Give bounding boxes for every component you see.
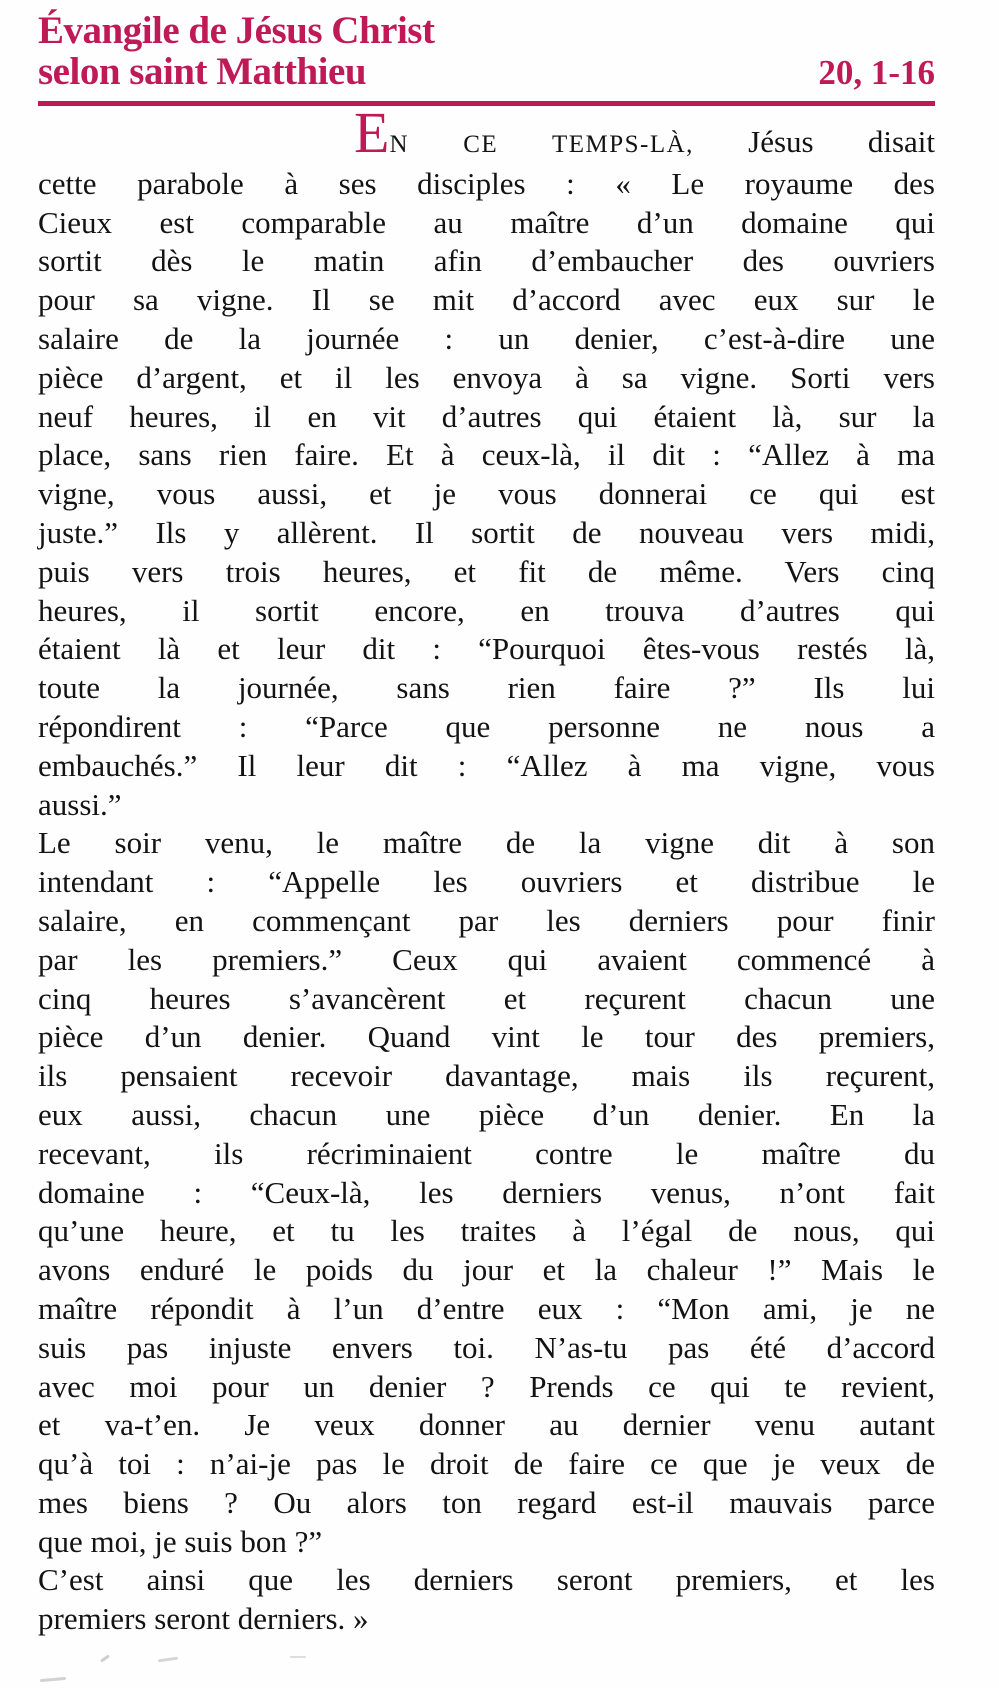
text-line: puis vers trois heures, et fit de même. Vers cinq	[38, 553, 935, 589]
text-line: aussi.”	[38, 786, 122, 822]
paragraph-1-lines	[38, 165, 935, 825]
text-line: qu’à toi : n’ai-je pas le droit de faire ce que je veux de	[38, 1446, 935, 1482]
text-line: ils pensaient recevoir davantage, mais ils reçurent,	[38, 1058, 935, 1094]
text-line: toute la journée, sans rien faire ?” Ils lui	[38, 670, 935, 706]
scan-artifact	[100, 1654, 110, 1662]
text-line: cinq heures s’avancèrent et reçurent chacun une	[38, 980, 935, 1016]
reading-title	[38, 10, 935, 92]
text-line: Cieux est comparable au maître d’un domaine qui	[38, 204, 935, 240]
gospel-paragraph-3	[38, 1561, 935, 1639]
text-line: et va-t’en. Je veux donner au dernier venu autant	[38, 1407, 935, 1443]
text-line: domaine : “Ceux-là, les derniers venus, n’ont fait	[38, 1174, 935, 1210]
text-line: qu’une heure, et tu les traites à l’égal de nous, qui	[38, 1213, 935, 1249]
text-line: avec moi pour un denier ? Prends ce qui te revient,	[38, 1368, 935, 1404]
reading-title-line2: selon saint Matthieu	[38, 50, 367, 93]
text-line: pièce d’argent, et il les envoya à sa vigne. Sorti vers	[38, 359, 935, 395]
incipit-line	[38, 100, 935, 165]
content-column	[38, 10, 935, 1639]
text-line: pour sa vigne. Il se mit d’accord avec eux sur le	[38, 282, 935, 318]
scan-artifact	[290, 1656, 306, 1658]
text-line: premiers seront derniers. »	[38, 1601, 369, 1637]
gospel-paragraph-1	[38, 100, 935, 824]
scan-artifact	[158, 1657, 178, 1663]
text-line: répondirent : “Parce que personne ne nous a	[38, 708, 935, 744]
text-line: suis pas injuste envers toi. N’as-tu pas été d’accord	[38, 1329, 935, 1365]
text-line: cette parabole à ses disciples : « Le royaume des	[38, 165, 935, 201]
text-line: par les premiers.” Ceux qui avaient commencé à	[38, 941, 935, 977]
reading-title-line1: Évangile de Jésus Christ	[38, 9, 435, 52]
text-line: sortit dès le matin afin d’embaucher des ouvriers	[38, 243, 935, 279]
incipit-smallcaps: N CE TEMPS-LÀ,	[389, 131, 694, 158]
scan-artifact	[40, 1677, 66, 1682]
text-line: heures, il sortit encore, en trouva d’autres qui	[38, 592, 935, 628]
text-line: recevant, ils récriminaient contre le maître du	[38, 1135, 935, 1171]
text-line: avons enduré le poids du jour et la chaleur !” Mais le	[38, 1252, 935, 1288]
gospel-paragraph-2	[38, 824, 935, 1561]
text-line: maître répondit à l’un d’entre eux : “Mon ami, je ne	[38, 1290, 935, 1326]
reading-header	[38, 10, 935, 92]
text-line: étaient là et leur dit : “Pourquoi êtes-vous restés là,	[38, 631, 935, 667]
text-line: salaire, en commençant par les derniers pour finir	[38, 902, 935, 938]
text-line: juste.” Ils y allèrent. Il sortit de nouveau vers midi,	[38, 514, 935, 550]
text-line: pièce d’un denier. Quand vint le tour des premiers,	[38, 1019, 935, 1055]
chapter-verse-reference: 20, 1-16	[818, 53, 935, 92]
text-line: salaire de la journée : un denier, c’est-à-dire une	[38, 320, 935, 356]
text-line: intendant : “Appelle les ouvriers et distribue le	[38, 864, 935, 900]
text-line: neuf heures, il en vit d’autres qui étaient là, sur la	[38, 398, 935, 434]
text-line: vigne, vous aussi, et je vous donnerai ce qui est	[38, 476, 935, 512]
incipit-rest: Jésus disait	[748, 124, 935, 159]
incipit-initial: E	[354, 100, 390, 165]
text-line: place, sans rien faire. Et à ceux-là, il dit : “Allez à ma	[38, 437, 935, 473]
text-line: eux aussi, chacun une pièce d’un denier. En la	[38, 1096, 935, 1132]
text-line: mes biens ? Ou alors ton regard est-il mauvais parce	[38, 1484, 935, 1520]
header-divider-rule	[38, 101, 935, 106]
paragraph-2-lines	[38, 824, 935, 1561]
text-line: embauchés.” Il leur dit : “Allez à ma vigne, vous	[38, 747, 935, 783]
gospel-body	[38, 100, 935, 1639]
paragraph-3-lines	[38, 1561, 935, 1639]
text-line: que moi, je suis bon ?”	[38, 1523, 323, 1559]
text-line: Le soir venu, le maître de la vigne dit à son	[38, 825, 935, 861]
text-line: C’est ainsi que les derniers seront premiers, et les	[38, 1562, 935, 1598]
